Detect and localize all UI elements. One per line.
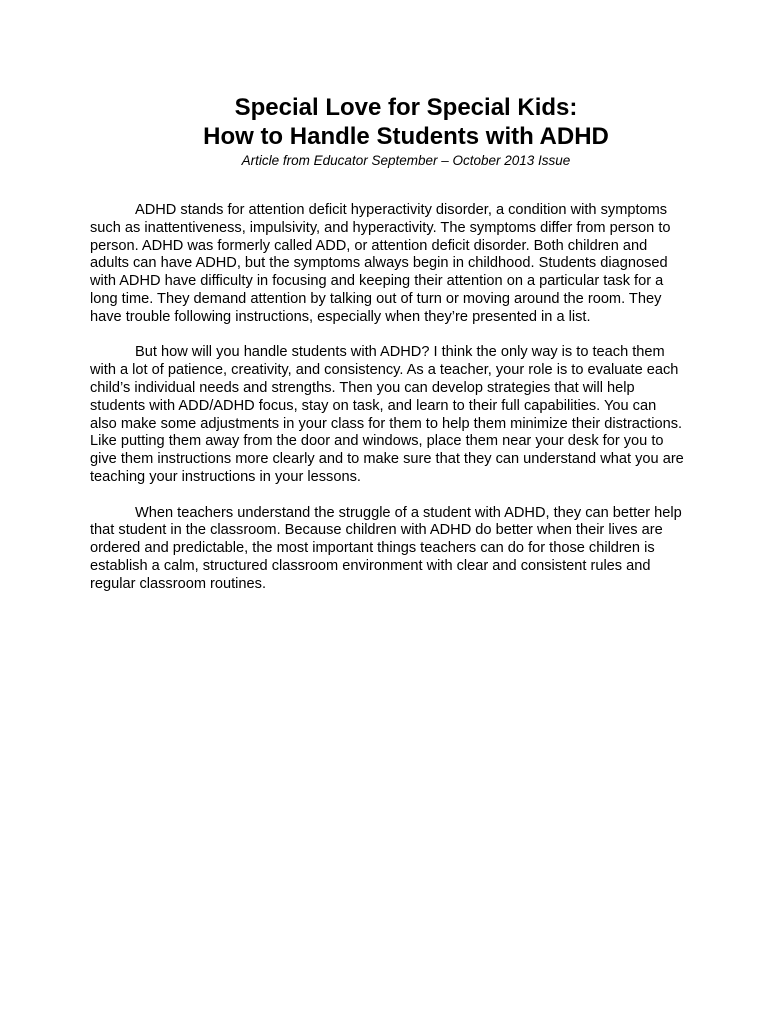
article-header <box>0 93 768 169</box>
paragraph-3: When teachers understand the struggle of a student with ADHD, they can better help that student in the classroom. Because children with ADHD do better when their lives are ordered and predictable, the most important things teachers can do for those children is establish a calm, structured classroom environment with clear and consistent rules and regular classroom routines. <box>90 504 682 592</box>
paragraph-2: But how will you handle students with ADHD? I think the only way is to teach them with a lot of patience, creativity, and consistency. As a teacher, your role is to evaluate each child’s individual needs and strengths. Then you can develop strategies that will help students with ADD/ADHD focus, stay on task, and learn to their full capabilities. You can also make some adjustments in your class for them to help them minimize their distractions. Like putting them away from the door and windows, place them near your desk for you to give them instructions more clearly and to make sure that they can understand what you are teaching your instructions in your lessons. <box>90 344 684 485</box>
article-body <box>90 202 684 611</box>
article-title-line-2: How to Handle Students with ADHD <box>203 123 609 150</box>
article-source: Article from Educator September – October 2013 Issue <box>241 153 571 168</box>
article-title-line-1: Special Love for Special Kids: <box>234 94 578 121</box>
paragraph-1: ADHD stands for attention deficit hyperactivity disorder, a condition with symptoms such as inattentiveness, impulsivity, and hyperactivity. The symptoms differ from person to person. ADHD was formerly called ADD, or attention deficit disorder. Both children and adults can have ADHD, but the symptoms always begin in childhood. Students diagnosed with ADHD have difficulty in focusing and keeping their attention on a particular task for a long time. They demand attention by talking out of turn or moving around the room. They have trouble following instructions, especially when they’re presented in a list. <box>90 202 671 325</box>
